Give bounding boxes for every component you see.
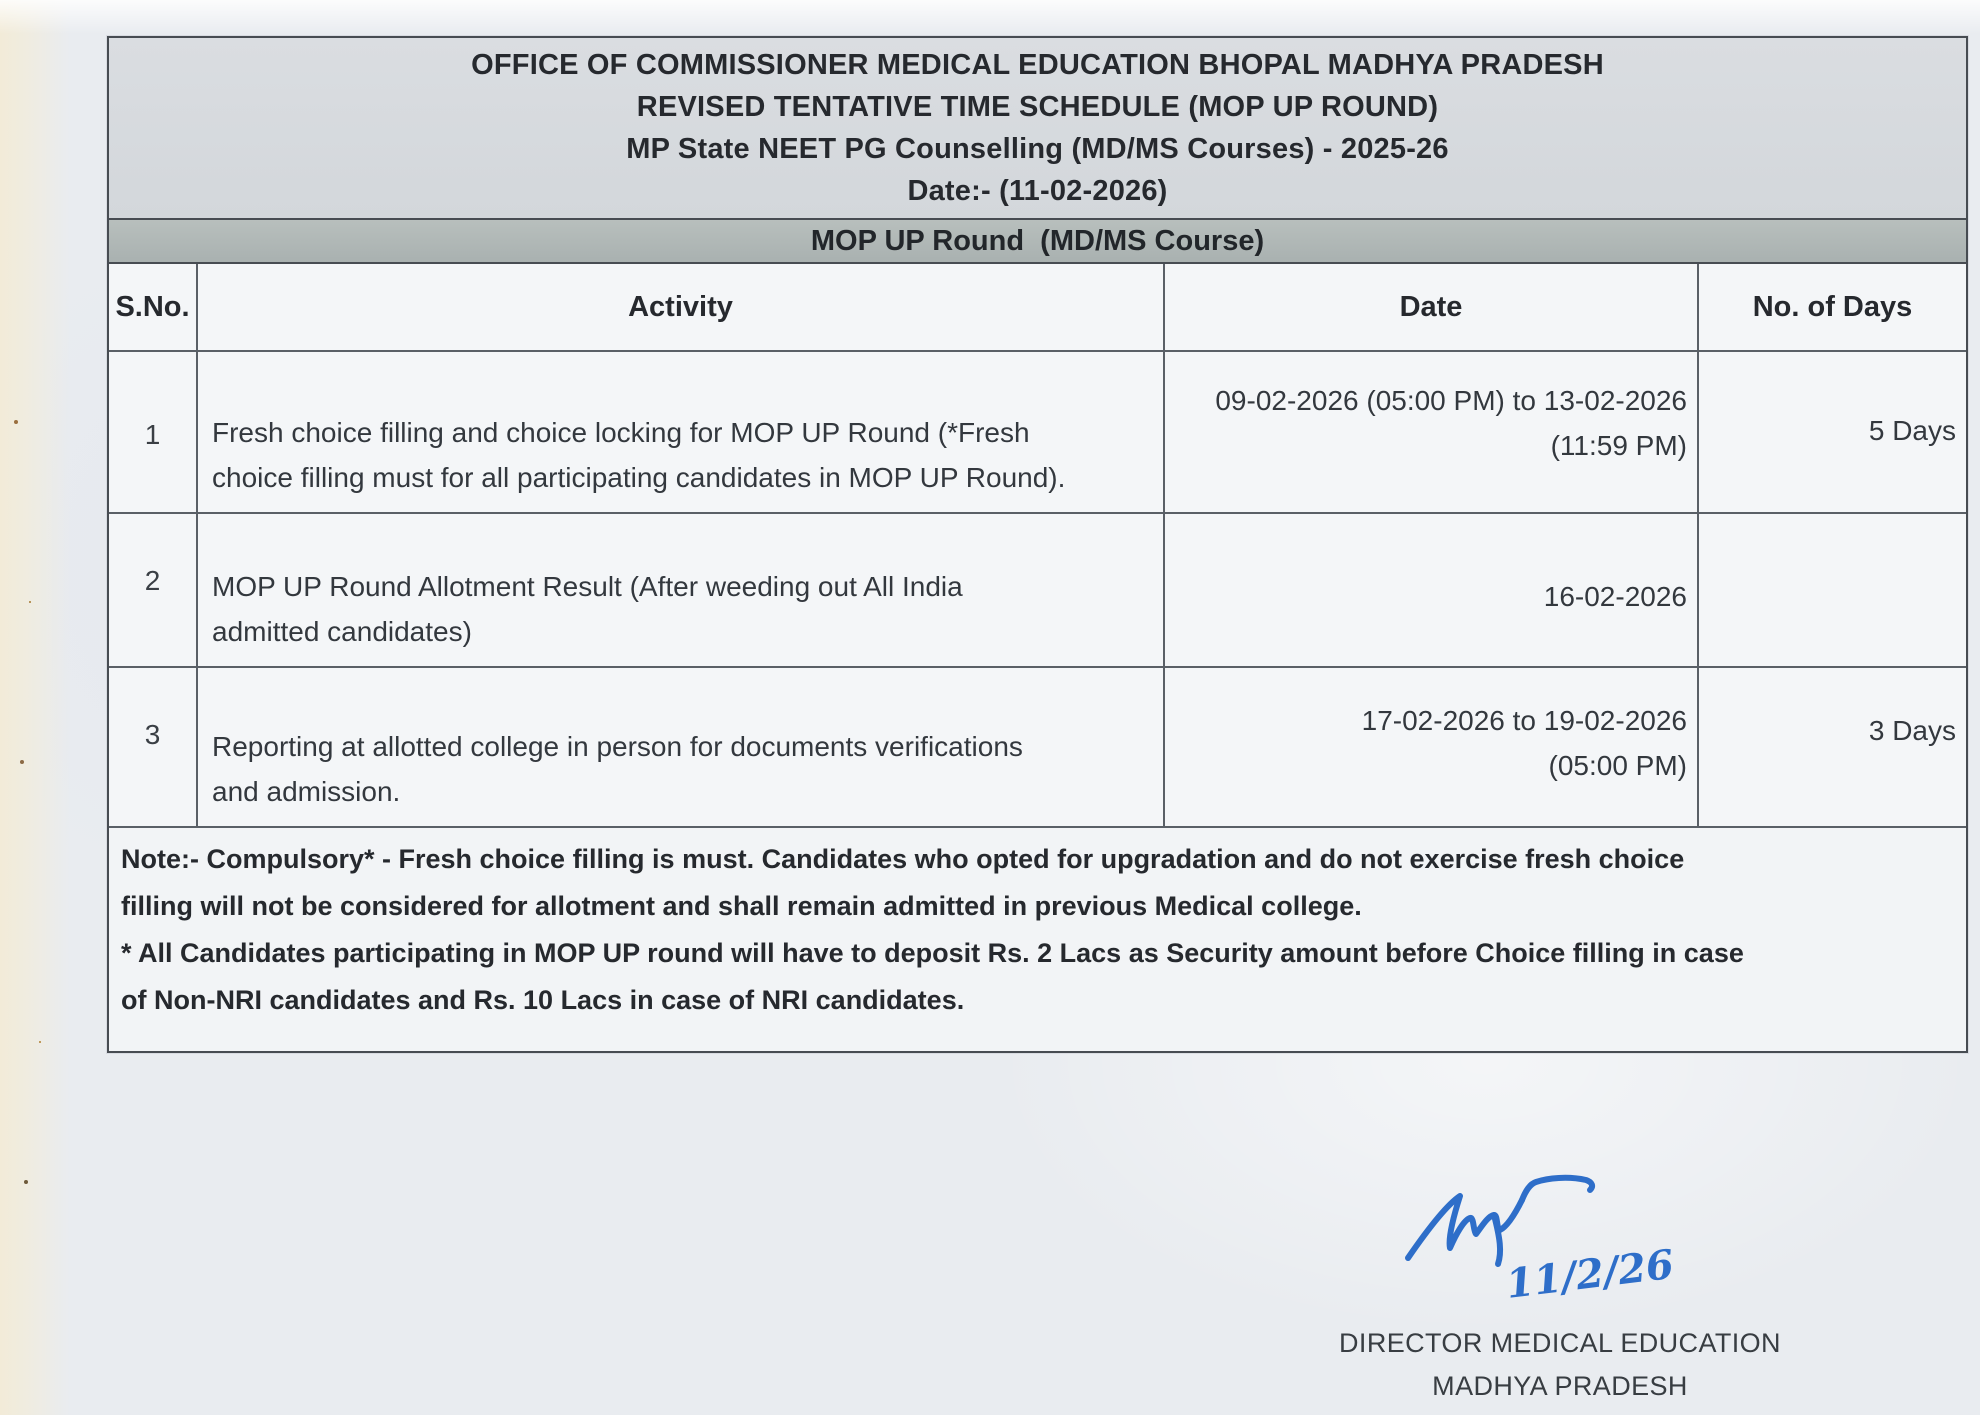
row-sno: 2 <box>109 514 198 666</box>
row-activity <box>198 352 1165 512</box>
activity-line: choice filling must for all participating candidates in MOP UP Round). <box>212 462 1066 493</box>
date-line: 16-02-2026 <box>1543 581 1687 612</box>
col-header-activity: Activity <box>198 264 1165 350</box>
activity-line: Reporting at allotted college in person for documents verifications <box>212 731 1023 762</box>
scan-speck <box>14 420 18 424</box>
activity-line: admitted candidates) <box>212 616 472 647</box>
table-header-row <box>109 264 1966 352</box>
col-header-date: Date <box>1165 264 1699 350</box>
col-header-sno: S.No. <box>109 264 198 350</box>
scan-top-edge <box>0 0 1980 34</box>
handwritten-signature <box>1390 1160 1720 1330</box>
designation-line1: DIRECTOR MEDICAL EDUCATION <box>1339 1328 1781 1358</box>
note-line: filling will not be considered for allotment and shall remain admitted in previous Medical college. <box>121 891 1362 921</box>
schedule-document <box>107 36 1968 1053</box>
row-date <box>1165 514 1699 666</box>
row-activity <box>198 514 1165 666</box>
date-line: 09-02-2026 (05:00 PM) to 13-02-2026 <box>1215 385 1687 416</box>
scan-left-edge <box>0 0 70 1415</box>
date-line: (11:59 PM) <box>1550 430 1687 461</box>
table-row <box>109 668 1966 828</box>
date-line: (05:00 PM) <box>1548 750 1687 781</box>
document-header <box>109 38 1966 220</box>
row-date <box>1165 668 1699 826</box>
row-sno: 1 <box>109 352 198 512</box>
row-days: 3 Days <box>1868 715 1956 746</box>
row-days: 5 Days <box>1868 415 1956 446</box>
note-line: of Non-NRI candidates and Rs. 10 Lacs in case of NRI candidates. <box>121 985 965 1015</box>
counselling-title: MP State NEET PG Counselling (MD/MS Courses) - 2025-26 <box>626 132 1449 165</box>
office-title: OFFICE OF COMMISSIONER MEDICAL EDUCATION BHOPAL MADHYA PRADESH <box>471 48 1604 81</box>
row-activity <box>198 668 1165 826</box>
activity-line: MOP UP Round Allotment Result (After weeding out All India <box>212 571 963 602</box>
note-section <box>109 828 1966 1051</box>
table-row <box>109 514 1966 668</box>
row-date <box>1165 352 1699 512</box>
row-sno: 3 <box>109 668 198 826</box>
signature-date: 11/2/26 <box>1503 1240 1677 1308</box>
col-header-days: No. of Days <box>1752 290 1913 323</box>
activity-line: and admission. <box>212 776 401 807</box>
row-days <box>1699 514 1966 666</box>
date-line: 17-02-2026 to 19-02-2026 <box>1361 705 1687 736</box>
issue-date: Date:- (11-02-2026) <box>907 174 1168 207</box>
note-line: Note:- Compulsory* - Fresh choice filling is must. Candidates who opted for upgradation and do not exercise fresh choice <box>121 844 1685 874</box>
signatory-designation <box>1330 1322 1790 1408</box>
activity-line: Fresh choice filling and choice locking for MOP UP Round (*Fresh <box>212 417 1030 448</box>
designation-line2: MADHYA PRADESH <box>1432 1371 1688 1401</box>
note-line: * All Candidates participating in MOP UP round will have to deposit Rs. 2 Lacs as Security amount before Choice filling in case <box>121 938 1744 968</box>
table-row <box>109 352 1966 514</box>
schedule-title: REVISED TENTATIVE TIME SCHEDULE (MOP UP ROUND) <box>636 90 1439 123</box>
round-banner: MOP UP Round (MD/MS Course) <box>109 220 1966 264</box>
